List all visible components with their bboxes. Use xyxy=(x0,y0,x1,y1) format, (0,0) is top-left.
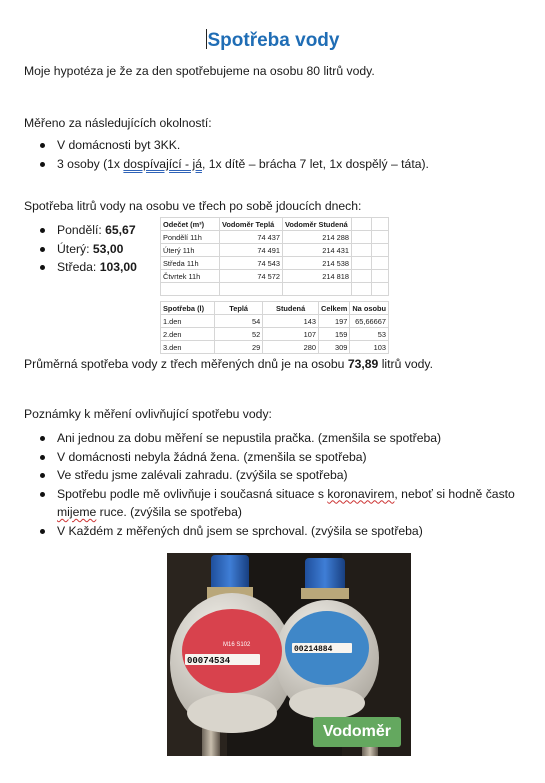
table-header: Odečet (m³) xyxy=(161,218,220,231)
table-cell: 143 xyxy=(263,315,319,328)
meter-digits-blue: 00214884 xyxy=(294,645,333,654)
table-row xyxy=(161,315,389,328)
meter-readings-table xyxy=(160,217,389,296)
hypothesis-text: Moje hypotéza je že za den spotřebujeme na osobu 80 litrů vody. xyxy=(24,64,375,78)
table-cell: 52 xyxy=(215,328,263,341)
table-row xyxy=(161,244,389,257)
table-cell xyxy=(352,244,372,257)
spellcheck-underlined-word: koronavirem xyxy=(327,486,395,501)
table-cell: 214 431 xyxy=(283,244,352,257)
table-cell: 197 xyxy=(319,315,350,328)
condition-text: 3 osoby (1x xyxy=(57,156,124,171)
table-row xyxy=(161,270,389,283)
text-cursor xyxy=(206,29,207,49)
grammar-underlined-text: dospívající - já xyxy=(123,156,202,171)
table-cell xyxy=(372,244,389,257)
table-cell xyxy=(283,283,352,296)
day-value: 53,00 xyxy=(92,241,124,256)
table-cell: 280 xyxy=(263,341,319,354)
conditions-list xyxy=(40,136,429,173)
day-value: 65,67 xyxy=(105,223,136,237)
average-text xyxy=(24,356,433,372)
table-header: Vodoměr Studená xyxy=(283,218,352,231)
list-item xyxy=(40,429,515,448)
table-cell: Pondělí 11h xyxy=(161,231,220,244)
table-header: Teplá xyxy=(215,302,263,315)
day-value: 103,00 xyxy=(99,260,137,274)
list-item xyxy=(40,466,515,485)
note-text: V domácnosti nebyla žádná žena. (zmenšila se spotřeba) xyxy=(57,449,367,464)
day-label: Středa: xyxy=(57,260,100,274)
table-row xyxy=(161,283,389,296)
table-row xyxy=(161,231,389,244)
water-meter-photo xyxy=(167,553,411,756)
table-cell xyxy=(372,218,389,231)
table-row xyxy=(161,257,389,270)
list-item xyxy=(40,522,515,541)
list-item xyxy=(40,485,515,522)
note-text: Ani jednou za dobu měření se nepustila pračka. (zmenšila se spotřeba) xyxy=(57,431,442,445)
table-cell: 103 xyxy=(350,341,389,354)
table-cell: 309 xyxy=(319,341,350,354)
table-cell xyxy=(372,270,389,283)
table-cell: 74 437 xyxy=(220,231,283,244)
table-cell: 74 491 xyxy=(220,244,283,257)
table-header: Celkem xyxy=(319,302,350,315)
table-cell xyxy=(372,257,389,270)
table-cell xyxy=(352,257,372,270)
table-cell xyxy=(372,231,389,244)
table-header-row xyxy=(161,302,389,315)
table-cell: 29 xyxy=(215,341,263,354)
table-cell: Úterý 11h xyxy=(161,244,220,257)
table-cell: 214 538 xyxy=(283,257,352,270)
average-value: 73,89 xyxy=(347,357,379,371)
table-header-row xyxy=(161,218,389,231)
photo-caption-badge: Vodoměr xyxy=(313,717,401,747)
meter-label-text: M16 S102 xyxy=(223,642,251,648)
table-cell xyxy=(372,283,389,296)
table-cell: 214 818 xyxy=(283,270,352,283)
conditions-heading: Měřeno za následujících okolností: xyxy=(24,116,212,130)
table-cell: 159 xyxy=(319,328,350,341)
table-cell: 2.den xyxy=(161,328,215,341)
table-header: Studená xyxy=(263,302,319,315)
day-label: Úterý: xyxy=(57,241,93,256)
table-cell xyxy=(352,218,372,231)
list-item xyxy=(40,258,137,277)
table-cell xyxy=(220,283,283,296)
table-cell xyxy=(352,231,372,244)
note-text: Ve středu jsme zalévali zahradu. (zvýšila se spotřeba) xyxy=(57,468,348,482)
table-cell: 53 xyxy=(350,328,389,341)
table-cell xyxy=(352,270,372,283)
table-cell: 3.den xyxy=(161,341,215,354)
average-pre: Průměrná spotřeba vody z třech měřených dnů je na osobu xyxy=(24,357,348,371)
table-cell: 65,66667 xyxy=(350,315,389,328)
table-cell: 74 572 xyxy=(220,270,283,283)
table-cell: Čtvrtek 11h xyxy=(161,270,220,283)
document-title xyxy=(0,29,545,52)
table-cell: Středa 11h xyxy=(161,257,220,270)
note-text: Spotřebu podle mě ovlivňuje i současná situace s xyxy=(57,486,328,501)
list-item xyxy=(40,136,429,155)
table-header: Na osobu xyxy=(350,302,389,315)
table-cell: 214 288 xyxy=(283,231,352,244)
table-header: Vodoměr Teplá xyxy=(220,218,283,231)
table-cell xyxy=(352,283,372,296)
table-cell: 107 xyxy=(263,328,319,341)
daily-consumption-list xyxy=(40,221,137,277)
note-text: , neboť si hodně často xyxy=(394,486,515,501)
spellcheck-underlined-word: mijeme xyxy=(57,505,97,519)
condition-text: V domácnosti byt 3KK. xyxy=(57,138,181,152)
consumption-table xyxy=(160,301,389,354)
note-text: ruce. (zvýšila se spotřeba) xyxy=(96,505,242,519)
list-item xyxy=(40,240,137,259)
list-item xyxy=(40,155,429,174)
table-cell: 1.den xyxy=(161,315,215,328)
table-cell: 74 543 xyxy=(220,257,283,270)
table-cell xyxy=(161,283,220,296)
table-cell: 54 xyxy=(215,315,263,328)
notes-heading: Poznámky k měření ovlivňující spotřebu vody: xyxy=(24,407,272,421)
title-text: Spotřeba vody xyxy=(207,30,340,51)
consumption-heading: Spotřeba litrů vody na osobu ve třech po sobě jdoucích dnech: xyxy=(24,199,362,213)
condition-text: , 1x dítě – brácha 7 let, 1x dospělý – táta). xyxy=(201,156,429,171)
table-row xyxy=(161,328,389,341)
average-post: litrů vody. xyxy=(378,357,433,371)
meter-digits-red: 00074534 xyxy=(187,656,231,666)
list-item xyxy=(40,448,515,467)
list-item xyxy=(40,221,137,240)
day-label: Pondělí: xyxy=(57,223,106,237)
note-text: V Každém z měřených dnů jsem se sprchoval. (zvýšila se spotřeba) xyxy=(57,523,423,538)
notes-list xyxy=(40,429,515,540)
table-row xyxy=(161,341,389,354)
table-header: Spotřeba (l) xyxy=(161,302,215,315)
